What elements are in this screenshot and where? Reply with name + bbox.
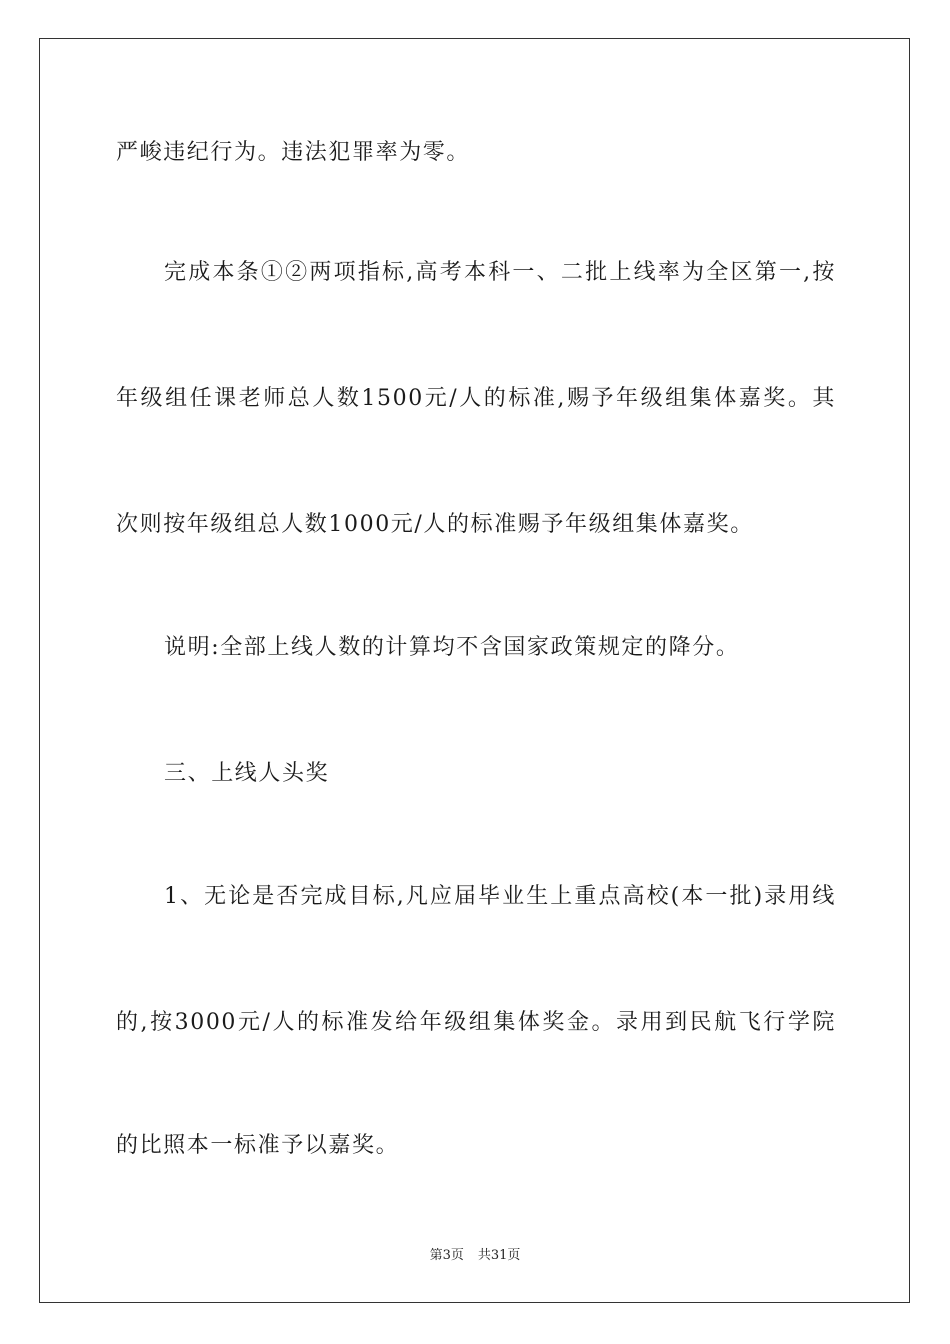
text-line-5: 说明:全部上线人数的计算均不含国家政策规定的降分。 <box>164 635 740 660</box>
text-line-4: 次则按年级组总人数1000元/人的标准赐予年级组集体嘉奖。 <box>116 512 754 537</box>
text-line-7: 1、无论是否完成目标,凡应届毕业生上重点高校(本一批)录用线 <box>164 884 836 909</box>
page-footer <box>0 1247 950 1265</box>
page-total: 共31页 <box>477 1248 521 1263</box>
text-line-2: 完成本条①②两项指标,高考本科一、二批上线率为全区第一,按 <box>164 260 836 285</box>
section-heading: 三、上线人头奖 <box>164 761 330 786</box>
page-number: 第3页 <box>429 1248 464 1263</box>
text-line-1: 严峻违纪行为。违法犯罪率为零。 <box>116 140 471 165</box>
text-line-8: 的,按3000元/人的标准发给年级组集体奖金。录用到民航飞行学院 <box>116 1010 836 1035</box>
text-line-3: 年级组任课老师总人数1500元/人的标准,赐予年级组集体嘉奖。其 <box>116 386 836 411</box>
page-border <box>39 38 910 1303</box>
text-line-9: 的比照本一标准予以嘉奖。 <box>116 1133 400 1158</box>
